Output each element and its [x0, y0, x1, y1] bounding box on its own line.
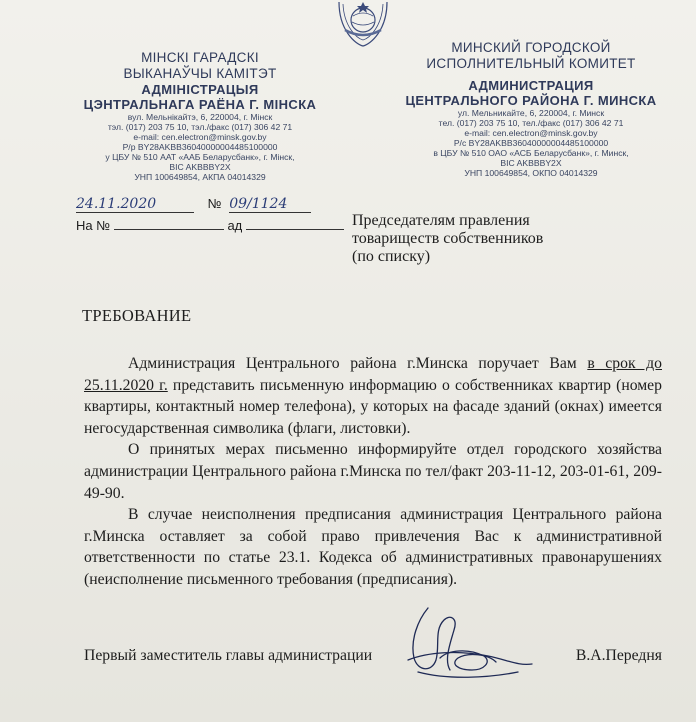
letterhead-russian	[376, 40, 686, 178]
addressee-line1: Председателям правления	[352, 212, 530, 229]
phone-line: тел. (017) 203 75 10, тел./факс (017) 306 42 71	[438, 118, 624, 128]
phone-line: тэл. (017) 203 75 10, тэл./факс (017) 306 42 71	[107, 122, 293, 132]
document-title: ТРЕБОВАНИЕ	[82, 306, 192, 325]
number-sign: №	[207, 196, 222, 211]
signer-name: В.А.Передня	[575, 647, 662, 664]
account-line: Р/с BY28AKBB36040000004485100000	[453, 138, 609, 148]
address-line: ул. Мельникайте, 6, 220004, г. Минск	[457, 108, 605, 118]
handwritten-date: 24.11.2020	[76, 196, 157, 212]
registration-date-number	[76, 196, 311, 213]
ad-label: ад	[227, 218, 243, 233]
org-name-line1: МИНСКИЙ ГОРОДСКОЙ	[451, 40, 611, 55]
bank-line: у ЦБУ № 510 ААТ «ААБ Беларусбанк», г. Мінск,	[105, 152, 295, 162]
org-name-line1: МІНСКІ ГАРАДСКІ	[141, 50, 259, 65]
paragraph-1-text-a: Администрация Центрального района г.Минска поручает Вам	[128, 355, 588, 372]
account-line: Р/р BY28AKBB36040000004485100000	[122, 142, 278, 152]
deadline-text: в срок до 25.11.2020 г.	[84, 355, 662, 394]
org-name-line2: ИСПОЛНИТЕЛЬНЫЙ КОМИТЕТ	[426, 56, 636, 71]
dept-name-line2: ЦЭНТРАЛЬНАГА РАЁНА Г. МІНСКА	[83, 97, 317, 112]
reference-label: На №	[76, 218, 111, 233]
email-line: e-mail: cen.electron@minsk.gov.by	[464, 128, 598, 138]
email-line: e-mail: cen.electron@minsk.gov.by	[133, 132, 267, 142]
handwritten-signature	[388, 600, 538, 690]
reference-line	[76, 218, 344, 233]
addressee-line2: товариществ собственников	[352, 230, 544, 247]
paragraph-2: О принятых мерах письменно информируйте отдел городского хозяйства администрации Центрального района г.Минска по тел/факт 203-11-12, 203-01-61, 209-49-90.	[84, 441, 662, 502]
unp-line: УНП 100649854, АКПА 04014329	[134, 172, 266, 182]
unp-line: УНП 100649854, ОКПО 04014329	[464, 168, 598, 178]
paragraph-3: В случае неисполнения предписания администрация Центрального района г.Минска оставляет за собой право привлечения Вас к административной ответственности по статье 23.1. Кодекса об административных правонарушениях (неисполнение письменного требования (предписания).	[84, 506, 662, 588]
letterhead-belarusian	[50, 50, 350, 182]
bic-line: BIC AKBBBY2X	[500, 158, 562, 168]
address-line: вул. Мельнікайтэ, 6, 220004, г. Мінск	[127, 112, 273, 122]
handwritten-number: 09/1124	[229, 196, 288, 212]
org-name-line2: ВЫКАНАЎЧЫ КАМІТЭТ	[123, 66, 277, 81]
document-body	[84, 353, 662, 591]
signer-position: Первый заместитель главы администрации	[84, 647, 373, 664]
paragraph-1-text-b: представить письменную информацию о собственниках квартир (номер квартиры, контактный номер телефона), у которых на фасаде зданий (окнах) имеется негосударственная символика (флаги, листовки).	[84, 376, 662, 437]
dept-name-line1: АДМИНИСТРАЦИЯ	[468, 78, 594, 93]
dept-name-line2: ЦЕНТРАЛЬНОГО РАЙОНА Г. МИНСКА	[405, 93, 657, 108]
dept-name-line1: АДМІНІСТРАЦЫЯ	[141, 82, 259, 97]
addressee-line3: (по списку)	[352, 248, 431, 265]
paragraph-1	[84, 353, 662, 439]
bank-line: в ЦБУ № 510 ОАО «АСБ Беларусбанк», г. Минск,	[433, 148, 629, 158]
addressee-block	[352, 212, 543, 266]
bic-line: BIC AKBBBY2X	[169, 162, 231, 172]
